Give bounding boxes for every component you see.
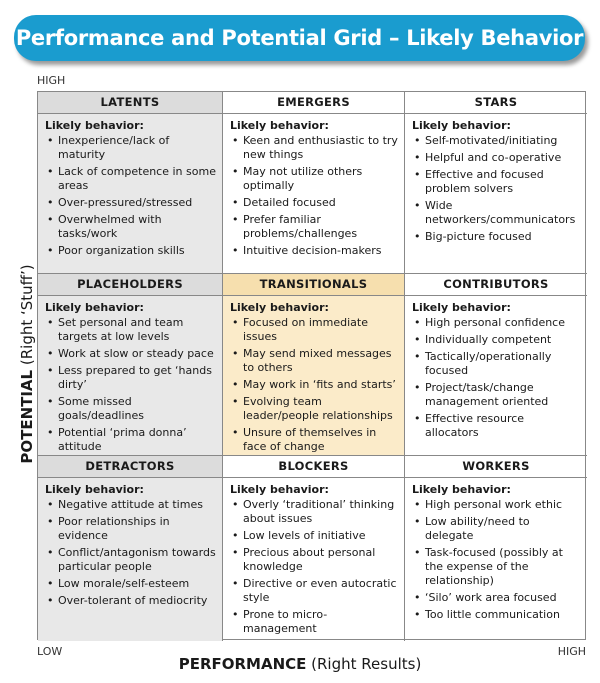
list-item: • Keen and enthusiastic to try new things: [243, 134, 398, 162]
y-axis-label-bold: POTENTIAL: [18, 369, 36, 464]
list-item: • Lack of competence in some areas: [58, 165, 216, 193]
cell-title: LATENTS: [38, 92, 222, 114]
behavior-list: [38, 134, 222, 258]
list-item: • High personal confidence: [425, 316, 581, 330]
list-item: • Wide networkers/communicators: [425, 199, 581, 227]
cell-title: PLACEHOLDERS: [38, 274, 222, 296]
grid-cell-transitionals: [223, 274, 405, 456]
grid-cell-latents: [38, 92, 223, 274]
list-item: • High personal work ethic: [425, 498, 581, 512]
list-item: • Intuitive decision-makers: [243, 244, 398, 258]
cell-title: CONTRIBUTORS: [405, 274, 587, 296]
list-item: • Inexperience/lack of maturity: [58, 134, 216, 162]
cell-title: EMERGERS: [223, 92, 404, 114]
list-item: • May not utilize others optimally: [243, 165, 398, 193]
grid-cell-contributors: [405, 274, 587, 456]
list-item: • Overly ‘traditional’ thinking about issues: [243, 498, 398, 526]
likely-behavior-label: Likely behavior:: [412, 119, 511, 132]
cell-title: WORKERS: [405, 456, 587, 478]
cell-title: DETRACTORS: [38, 456, 222, 478]
list-item: • Over-tolerant of mediocrity: [58, 594, 216, 608]
cell-title: TRANSITIONALS: [223, 274, 404, 296]
list-item: • Big-picture focused: [425, 230, 581, 244]
list-item: • Poor relationships in evidence: [58, 515, 216, 543]
y-axis-label-rest: (Right ‘Stuff’): [18, 264, 36, 370]
likely-behavior-label: Likely behavior:: [412, 301, 511, 314]
page-title: Performance and Potential Grid – Likely Behavior: [14, 15, 585, 61]
list-item: • Low morale/self-esteem: [58, 577, 216, 591]
list-item: • Effective and focused problem solvers: [425, 168, 581, 196]
list-item: • Self-motivated/initiating: [425, 134, 581, 148]
list-item: • Poor organization skills: [58, 244, 216, 258]
list-item: • Prone to micro-management: [243, 608, 398, 636]
y-axis-label: [18, 264, 36, 464]
list-item: • Focused on immediate issues: [243, 316, 398, 344]
list-item: • Low ability/need to delegate: [425, 515, 581, 543]
behavior-list: [223, 498, 404, 636]
likely-behavior-label: Likely behavior:: [45, 483, 144, 496]
list-item: • Low levels of initiative: [243, 529, 398, 543]
behavior-list: [223, 134, 404, 258]
list-item: • Over-pressured/stressed: [58, 196, 216, 210]
list-item: • May work in ‘fits and starts’: [243, 378, 398, 392]
list-item: • Project/task/change management oriented: [425, 381, 581, 409]
list-item: • Work at slow or steady pace: [58, 347, 216, 361]
likely-behavior-label: Likely behavior:: [230, 301, 329, 314]
list-item: • Effective resource allocators: [425, 412, 581, 440]
likely-behavior-label: Likely behavior:: [45, 119, 144, 132]
list-item: • Tactically/operationally focused: [425, 350, 581, 378]
list-item: • Evolving team leader/people relationships: [243, 395, 398, 423]
grid-cell-stars: [405, 92, 587, 274]
x-axis-high: HIGH: [557, 645, 586, 658]
list-item: • Task-focused (possibly at the expense of the relationship): [425, 546, 581, 588]
list-item: • Unsure of themselves in face of change: [243, 426, 398, 454]
list-item: • Precious about personal knowledge: [243, 546, 398, 574]
list-item: • Conflict/antagonism towards particular people: [58, 546, 216, 574]
list-item: • Set personal and team targets at low levels: [58, 316, 216, 344]
list-item: • ‘Silo’ work area focused: [425, 591, 581, 605]
behavior-list: [38, 498, 222, 608]
performance-potential-grid: [37, 91, 586, 640]
likely-behavior-label: Likely behavior:: [230, 483, 329, 496]
list-item: • Detailed focused: [243, 196, 398, 210]
grid-cell-blockers: [223, 456, 405, 641]
behavior-list: [223, 316, 404, 454]
behavior-list: [405, 498, 587, 622]
grid-cell-workers: [405, 456, 587, 641]
list-item: • Directive or even autocratic style: [243, 577, 398, 605]
cell-title: STARS: [405, 92, 587, 114]
list-item: • Overwhelmed with tasks/work: [58, 213, 216, 241]
list-item: • Helpful and co-operative: [425, 151, 581, 165]
grid-cell-emergers: [223, 92, 405, 274]
behavior-list: [38, 316, 222, 454]
grid-cell-placeholders: [38, 274, 223, 456]
grid-cell-detractors: [38, 456, 223, 641]
behavior-list: [405, 134, 587, 244]
list-item: • Some missed goals/deadlines: [58, 395, 216, 423]
list-item: • Prefer familiar problems/challenges: [243, 213, 398, 241]
list-item: • Individually competent: [425, 333, 581, 347]
x-axis-label-rest: (Right Results): [306, 655, 422, 673]
likely-behavior-label: Likely behavior:: [412, 483, 511, 496]
x-axis-label: [0, 655, 600, 673]
likely-behavior-label: Likely behavior:: [45, 301, 144, 314]
cell-title: BLOCKERS: [223, 456, 404, 478]
x-axis-low: LOW: [37, 645, 63, 658]
list-item: • Potential ‘prima donna’ attitude: [58, 426, 216, 454]
likely-behavior-label: Likely behavior:: [230, 119, 329, 132]
behavior-list: [405, 316, 587, 440]
list-item: • Too little communication: [425, 608, 581, 622]
list-item: • Less prepared to get ‘hands dirty’: [58, 364, 216, 392]
y-axis-high: HIGH: [37, 74, 66, 87]
list-item: • Negative attitude at times: [58, 498, 216, 512]
list-item: • May send mixed messages to others: [243, 347, 398, 375]
x-axis-label-bold: PERFORMANCE: [178, 655, 307, 673]
